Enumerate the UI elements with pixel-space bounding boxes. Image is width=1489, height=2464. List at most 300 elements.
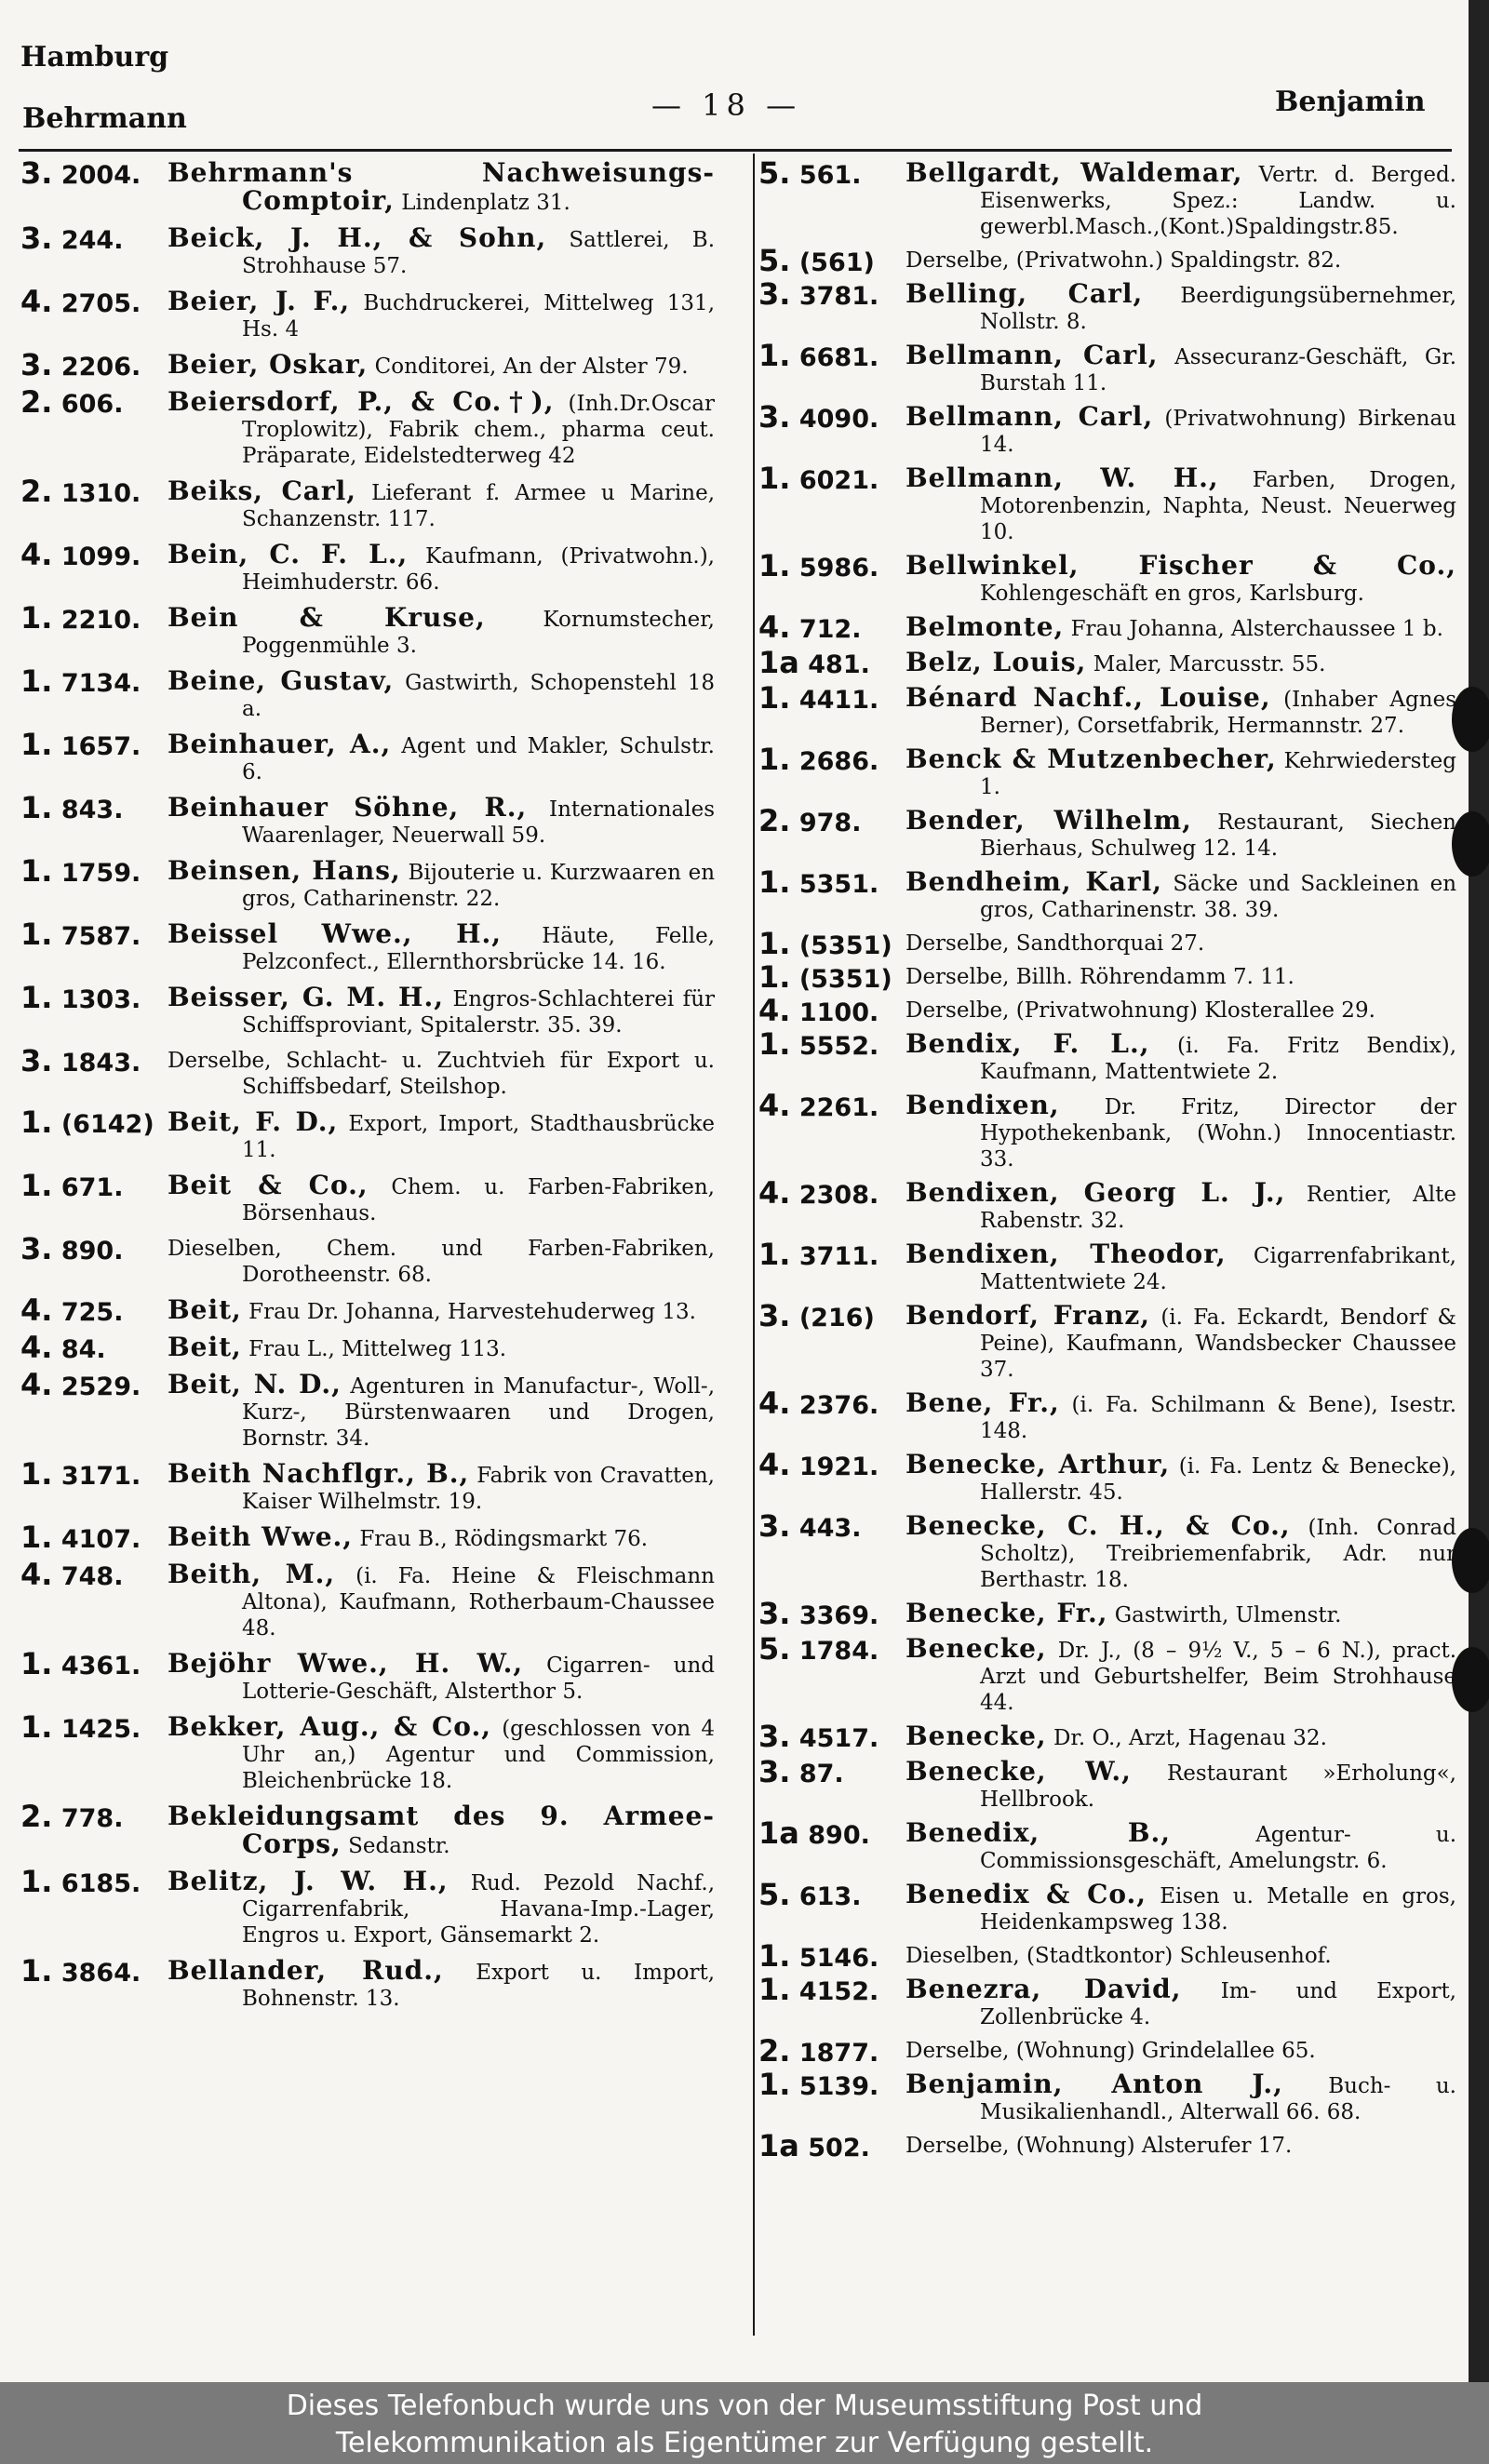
phone-number [758, 1447, 879, 1482]
directory-entry [20, 1557, 715, 1641]
subscriber-name: Beinhauer Söhne, R., [168, 792, 528, 823]
subscriber-name: Benedix & Co., [905, 1879, 1147, 1909]
subscriber-details: (i. Fa. Heine & Fleischmann Altona), Kaufmann, Rotherbaum-Chaussee 48. [242, 1564, 715, 1640]
directory-entry [20, 1168, 715, 1226]
subscriber-name: Benecke, W., [905, 1756, 1132, 1787]
subscriber-name: Beit & Co., [168, 1170, 369, 1200]
subscriber-details: Derselbe, Sandthorquai 27. [905, 931, 1205, 956]
subscriber-details: Bijouterie u. Kurzwaaren en gros, Catharinenstr. 22. [242, 861, 716, 911]
subscriber-name: Bendorf, Franz, [905, 1300, 1151, 1331]
phone-number [758, 1877, 862, 1912]
directory-entry [20, 1456, 715, 1515]
binding-hole [1452, 1528, 1489, 1593]
phone-number [20, 917, 141, 952]
subscriber-details: Säcke und Sackleinen en gros, Catharinenstr. 38. 39. [980, 872, 1457, 922]
subscriber-details: Derselbe, (Privatwohnung) Klosterallee 29. [905, 998, 1375, 1023]
exchange-code: 4. [758, 1175, 791, 1211]
subscriber-name: Beier, Oskar, [168, 349, 369, 380]
line-number: 725. [60, 1298, 124, 1327]
entry-text [20, 1172, 715, 1226]
phone-number [20, 600, 141, 636]
phone-number [20, 221, 124, 256]
phone-number [20, 1456, 141, 1492]
line-number: 2261. [798, 1093, 879, 1122]
exchange-code: 4. [20, 1292, 53, 1328]
subscriber-details: Agenturen in Manufactur-, Woll-, Kurz-, Bürstenwaaren und Drogen, Bornstr. 34. [242, 1374, 716, 1451]
subscriber-details: Conditorei, An der Alster 79. [374, 355, 689, 379]
subscriber-name: Belmonte, [905, 611, 1065, 642]
line-number: 2686. [798, 747, 879, 776]
page-number: — 18 — [651, 87, 802, 123]
phone-number [20, 790, 124, 825]
line-number: 5139. [798, 2072, 879, 2101]
directory-entry [758, 1447, 1456, 1506]
line-number: 502. [808, 2134, 870, 2163]
subscriber-details: Sattlerei, B. Strohhause 57. [242, 228, 715, 278]
subscriber-details: Restaurant, Siechen Bierhaus, Schulweg 12. 14. [980, 810, 1456, 861]
directory-entry [20, 1799, 715, 1859]
phone-number [20, 1646, 141, 1681]
exchange-code: 1. [758, 2067, 791, 2102]
subscriber-details: Restaurant »Erholung«, Hellbrook. [980, 1761, 1456, 1812]
subscriber-name: Bellmann, Carl, [905, 340, 1159, 370]
directory-entry [758, 926, 1456, 961]
exchange-code: 3. [758, 1754, 791, 1789]
subscriber-name: Benecke, [905, 1721, 1047, 1751]
exchange-code: 4. [20, 284, 53, 319]
directory-entry [758, 609, 1456, 645]
subscriber-name: Bender, Wilhelm, [905, 805, 1192, 836]
exchange-code: 3. [758, 1508, 791, 1544]
line-number: 890. [808, 1821, 870, 1850]
exchange-code: 1. [758, 680, 791, 716]
subscriber-details: Derselbe, (Privatwohn.) Spaldingstr. 82. [905, 248, 1342, 273]
exchange-code: 1. [20, 663, 53, 699]
line-number: 1310. [60, 479, 141, 508]
phone-number [758, 1972, 879, 2007]
phone-number [20, 1557, 124, 1592]
subscriber-details: Buchdruckerei, Mittelweg 131, Hs. 4 [242, 291, 716, 341]
exchange-code: 3. [20, 1231, 53, 1266]
subscriber-details: Im- und Export, Zollenbrücke 4. [980, 1979, 1456, 2029]
subscriber-details: (i. Fa. Eckardt, Bendorf & Peine), Kaufmann, Wandsbecker Chaussee 37. [980, 1306, 1456, 1382]
phone-number [758, 2128, 870, 2163]
directory-entry [20, 1520, 715, 1555]
entry-text [758, 157, 1456, 240]
subscriber-details: Häute, Felle, Pelzconfect., Ellernthorsbrücke 14. 16. [242, 924, 716, 974]
exchange-code: 1. [758, 548, 791, 583]
subscriber-details: Frau L., Mittelweg 113. [248, 1337, 507, 1361]
subscriber-name: Benecke, [905, 1633, 1047, 1664]
phone-number [20, 663, 141, 699]
line-number: 1657. [60, 732, 141, 761]
exchange-code: 1. [20, 917, 53, 952]
exchange-code: 1. [20, 1105, 53, 1140]
directory-entry [758, 155, 1456, 240]
exchange-code: 1. [758, 338, 791, 373]
line-number: 3864. [60, 1959, 141, 1988]
subscriber-name: Bene, Fr., [905, 1387, 1060, 1418]
line-number: 2210. [60, 606, 141, 635]
line-number: 4152. [798, 1977, 879, 2006]
directory-entry [758, 1972, 1456, 2030]
phone-number [20, 1330, 106, 1365]
subscriber-name: Bénard Nachf., Louise, [905, 682, 1271, 713]
exchange-code: 3. [758, 1719, 791, 1754]
phone-number [758, 1175, 879, 1211]
entry-text [758, 1881, 1456, 1935]
subscriber-details: Farben, Drogen, Motorenbenzin, Naphta, Neust. Neuerweg 10. [980, 468, 1457, 544]
phone-number [758, 864, 879, 900]
subscriber-details: (i. Fa. Lentz & Benecke), Hallerstr. 45. [980, 1454, 1456, 1505]
phone-number [758, 399, 879, 435]
line-number: 1100. [798, 998, 879, 1027]
directory-entry [20, 853, 716, 912]
directory-entry [20, 1864, 716, 1948]
phone-number [20, 1043, 141, 1078]
phone-number [758, 548, 879, 583]
exchange-code: 1. [758, 864, 791, 900]
exchange-code: 1. [758, 1237, 791, 1272]
line-number: 6185. [60, 1869, 141, 1898]
subscriber-details: Dr. Fritz, Director der Hypothekenbank, (Wohn.) Innocentiastr. 33. [980, 1095, 1456, 1172]
line-number: 5986. [798, 554, 879, 583]
exchange-code: 1. [20, 1168, 53, 1203]
line-number: 1921. [798, 1453, 879, 1481]
exchange-code: 4. [758, 1386, 791, 1421]
line-number: 748. [60, 1562, 124, 1591]
line-number: 671. [60, 1173, 124, 1202]
directory-entry [758, 1719, 1456, 1754]
exchange-code: 5. [758, 1877, 791, 1912]
subscriber-details: Engros-Schlachterei für Schiffsproviant, Spitalerstr. 35. 39. [242, 987, 716, 1038]
exchange-code: 4. [758, 1447, 791, 1482]
subscriber-details: Agentur- u. Commissionsgeschäft, Amelungstr. 6. [980, 1823, 1457, 1873]
phone-number [20, 1953, 141, 1989]
exchange-code: 4. [758, 609, 791, 645]
subscriber-name: Beisser, G. M. H., [168, 982, 444, 1012]
subscriber-details: Rud. Pezold Nachf., Cigarrenfabrik, Havana-Imp.-Lager, Engros u. Export, Gänsemarkt 2. [242, 1871, 716, 1948]
subscriber-name: Benecke, C. H., & Co., [905, 1510, 1291, 1541]
phone-number [758, 243, 875, 278]
exchange-code: 4. [758, 1088, 791, 1123]
phone-number [758, 959, 892, 995]
phone-number [758, 1386, 879, 1421]
exchange-code: 3. [758, 1596, 791, 1631]
directory-entry [758, 1298, 1456, 1383]
subscriber-details: Rentier, Alte Rabenstr. 32. [980, 1183, 1456, 1233]
subscriber-name: Beick, J. H., & Sohn, [168, 222, 547, 253]
subscriber-name: Bendixen, Theodor, [905, 1239, 1227, 1269]
directory-entry [758, 276, 1457, 335]
phone-number [758, 645, 870, 680]
exchange-code: 1. [758, 742, 791, 777]
subscriber-details: Dr. O., Arzt, Hagenau 32. [1053, 1726, 1327, 1750]
entry-text [20, 386, 715, 469]
line-number: 4107. [60, 1525, 141, 1554]
header-last-name: Benjamin [1275, 86, 1426, 118]
phone-number [758, 926, 892, 961]
subscriber-name: Bellwinkel, Fischer & Co., [905, 550, 1456, 581]
directory-entry [20, 790, 716, 849]
directory-entry [758, 1088, 1456, 1172]
line-number: 2705. [60, 289, 141, 318]
phone-number [20, 1367, 141, 1402]
subscriber-name: Beith, M., [168, 1559, 336, 1589]
exchange-code: 3. [758, 276, 791, 312]
subscriber-name: Beith Wwe., [168, 1521, 354, 1552]
exchange-code: 2. [20, 384, 53, 420]
directory-entry [758, 243, 1456, 278]
subscriber-name: Belz, Louis, [905, 647, 1087, 677]
directory-entry [758, 399, 1456, 458]
subscriber-details: Beerdigungsübernehmer, Nollstr. 8. [980, 284, 1457, 334]
line-number: 5351. [798, 870, 879, 899]
directory-entry [758, 2128, 1456, 2163]
exchange-code: 5. [758, 243, 791, 278]
subscriber-name: Belitz, J. W. H., [168, 1866, 449, 1896]
subscriber-details: (Inh.Dr.Oscar Troplowitz), Fabrik chem., pharma ceut. Präparate, Eidelstedterweg 42 [242, 392, 715, 468]
phone-number [758, 1596, 879, 1631]
phone-number [20, 1520, 141, 1555]
directory-entry [20, 384, 715, 469]
exchange-code: 1. [20, 600, 53, 636]
directory-entry [20, 347, 715, 382]
directory-entry [758, 461, 1457, 545]
exchange-code: 1. [20, 790, 53, 825]
line-number: 5552. [798, 1032, 879, 1061]
subscriber-details: Dr. J., (8 – 9½ V., 5 – 6 N.), pract. Arzt und Geburtshelfer, Beim Strohhause 44. [980, 1639, 1457, 1715]
line-number: 7587. [60, 922, 141, 951]
phone-number [758, 1508, 862, 1544]
directory-entry [758, 680, 1456, 739]
exchange-code: 3. [20, 1043, 53, 1078]
directory-entry [20, 537, 715, 596]
subscriber-details: Cigarren- und Lotterie-Geschäft, Alsterthor 5. [242, 1654, 715, 1704]
directory-entry [758, 742, 1456, 800]
binding-hole [1452, 811, 1489, 877]
directory-entry [20, 980, 716, 1038]
subscriber-details: Kohlengeschäft en gros, Karlsburg. [980, 582, 1364, 606]
subscriber-details: Kaufmann, (Privatwohn.), Heimhuderstr. 66. [242, 544, 715, 595]
subscriber-name: Beine, Gustav, [168, 665, 395, 696]
directory-entry [758, 993, 1456, 1028]
subscriber-details: Frau B., Rödingsmarkt 76. [359, 1527, 649, 1551]
subscriber-details: (Inhaber Agnes Berner), Corsetfabrik, Hermannstr. 27. [980, 688, 1456, 738]
line-number: 712. [798, 615, 862, 644]
phone-number [758, 1631, 879, 1667]
subscriber-name: Beit, [168, 1332, 242, 1362]
line-number: 244. [60, 226, 124, 255]
exchange-code: 3. [758, 399, 791, 435]
subscriber-name: Bendheim, Karl, [905, 866, 1163, 897]
column-divider [753, 154, 755, 2336]
directory-entry [758, 1026, 1457, 1085]
exchange-code: 3. [20, 221, 53, 256]
line-number: 87. [798, 1760, 844, 1788]
subscriber-details: Kornumstecher, Poggenmühle 3. [242, 608, 715, 658]
directory-entry [20, 1953, 716, 2012]
line-number: 3781. [798, 282, 879, 311]
phone-number [20, 1799, 124, 1834]
exchange-code: 4. [20, 1330, 53, 1365]
line-number: 3171. [60, 1462, 141, 1491]
directory-entry [758, 1631, 1457, 1716]
line-number: 3711. [798, 1242, 879, 1271]
phone-number [758, 2033, 879, 2069]
line-number: 481. [808, 650, 870, 679]
exchange-code: 3. [758, 1298, 791, 1333]
line-number: 4517. [798, 1724, 879, 1753]
line-number: 1099. [60, 542, 141, 571]
phone-number [20, 1709, 141, 1745]
line-number: 6021. [798, 466, 879, 495]
exchange-code: 2. [758, 803, 791, 838]
directory-entry [758, 1938, 1456, 1974]
line-number: 6681. [798, 343, 879, 372]
subscriber-name: Belling, Carl, [905, 278, 1144, 309]
phone-number [20, 1168, 124, 1203]
phone-number [758, 803, 862, 838]
phone-number [20, 853, 141, 889]
exchange-code: 1a [758, 645, 799, 680]
line-number: 1877. [798, 2039, 879, 2068]
phone-number [20, 1231, 124, 1266]
line-number: 2206. [60, 353, 141, 382]
subscriber-name: Benecke, Fr., [905, 1598, 1108, 1628]
line-number: 778. [60, 1804, 124, 1833]
subscriber-details: Lieferant f. Armee u Marine, Schanzenstr. 117. [242, 481, 716, 531]
directory-entry [20, 600, 715, 659]
subscriber-name: Bejöhr Wwe., H. W., [168, 1648, 524, 1679]
subscriber-name: Beiks, Carl, [168, 475, 357, 506]
footer-line: Telekommunikation als Eigentümer zur Verfügung gestellt. [335, 2427, 1154, 2459]
binding-hole [1452, 1647, 1489, 1712]
phone-number [758, 1298, 875, 1333]
line-number: 4361. [60, 1652, 141, 1681]
subscriber-details: Buch- u. Musikalienhandl., Alterwall 66. 68. [980, 2074, 1456, 2124]
subscriber-name: Bein, C. F. L., [168, 539, 409, 569]
directory-entry [758, 1877, 1456, 1935]
exchange-code: 2. [20, 1799, 53, 1834]
entry-text [20, 1561, 715, 1641]
exchange-code: 4. [20, 1557, 53, 1592]
subscriber-name: Benjamin, Anton J., [905, 2069, 1283, 2099]
subscriber-details: Derselbe, Billh. Röhrendamm 7. 11. [905, 965, 1294, 989]
subscriber-name: Bendixen, [905, 1090, 1060, 1120]
exchange-code: 1. [758, 461, 791, 496]
line-number: 1303. [60, 985, 141, 1014]
phone-number [758, 993, 879, 1028]
line-number: 1425. [60, 1715, 141, 1744]
subscriber-details: Gastwirth, Ulmenstr. [1114, 1603, 1342, 1627]
directory-entry [20, 1709, 715, 1794]
directory-entry [758, 2067, 1456, 2125]
subscriber-name: Beiersdorf, P., & Co.†), [168, 386, 555, 417]
entry-text [20, 1236, 715, 1288]
directory-entry [758, 645, 1456, 680]
line-number: 1843. [60, 1049, 141, 1078]
directory-entry [20, 1231, 715, 1288]
subscriber-details: Cigarrenfabrikant, Mattentwiete 24. [980, 1244, 1456, 1294]
subscriber-name: Beinsen, Hans, [168, 855, 401, 886]
exchange-code: 2. [758, 2033, 791, 2069]
subscriber-details: (i. Fa. Fritz Bendix), Kaufmann, Mattentwiete 2. [980, 1034, 1457, 1084]
subscriber-name: Beit, [168, 1294, 242, 1325]
phone-number [20, 1292, 124, 1328]
phone-number [758, 2067, 879, 2102]
line-number: 2308. [798, 1181, 879, 1210]
subscriber-details: Dieselben, Chem. und Farben-Fabriken, Dorotheenstr. 68. [168, 1237, 715, 1287]
phone-number [758, 1237, 879, 1272]
exchange-code: 3. [20, 155, 53, 191]
phone-number [758, 742, 879, 777]
subscriber-details: Chem. u. Farben-Fabriken, Börsenhaus. [242, 1175, 715, 1225]
subscriber-name: Beit, F. D., [168, 1106, 339, 1137]
exchange-code: 1. [758, 926, 791, 961]
subscriber-name: Benck & Mutzenbecher, [905, 743, 1277, 774]
entry-text [20, 1334, 715, 1362]
exchange-code: 1. [20, 1456, 53, 1492]
entry-text [20, 792, 716, 849]
phone-number [758, 680, 879, 716]
exchange-code: 5. [758, 155, 791, 191]
subscriber-name: Bellgardt, Waldemar, [905, 157, 1243, 188]
subscriber-details: Derselbe, (Wohnung) Grindelallee 65. [905, 2039, 1316, 2063]
line-number: 84. [60, 1335, 106, 1364]
phone-number [758, 276, 879, 312]
phone-number [20, 384, 124, 420]
subscriber-details: Lindenplatz 31. [401, 191, 570, 215]
phone-number [758, 609, 862, 645]
subscriber-details: (geschlossen von 4 Uhr an,) Agentur und Commission, Bleichenbrücke 18. [242, 1717, 715, 1793]
subscriber-name: Bekleidungsamt des 9. Armee-Corps, [168, 1801, 715, 1859]
directory-entry [20, 284, 716, 342]
subscriber-details: Dieselben, (Stadtkontor) Schleusenhof. [905, 1944, 1332, 1968]
line-number: 3369. [798, 1601, 879, 1630]
phone-number [20, 980, 141, 1015]
exchange-code: 1. [20, 853, 53, 889]
phone-number [758, 1026, 879, 1062]
exchange-code: 1. [758, 1026, 791, 1062]
phone-number [758, 155, 862, 191]
entry-text [20, 222, 715, 279]
subscriber-name: Bendixen, Georg L. J., [905, 1177, 1286, 1208]
exchange-code: 3. [20, 347, 53, 382]
line-number: 2529. [60, 1373, 141, 1401]
entry-text [758, 611, 1456, 642]
subscriber-name: Bellmann, W. H., [905, 462, 1219, 493]
exchange-code: 1. [20, 1864, 53, 1899]
subscriber-details: Sedanstr. [348, 1834, 450, 1858]
directory-entry [758, 1175, 1456, 1234]
subscriber-details: Internationales Waarenlager, Neuerwall 59. [242, 797, 716, 848]
exchange-code: 4. [20, 1367, 53, 1402]
directory-entry [20, 1330, 715, 1365]
line-number: 606. [60, 390, 124, 419]
directory-entry [758, 1508, 1456, 1593]
line-number: 4411. [798, 686, 879, 715]
exchange-code: 1a [758, 1815, 799, 1851]
footer-notice [0, 2382, 1489, 2464]
subscriber-name: Benedix, B., [905, 1817, 1172, 1848]
line-number: 890. [60, 1237, 124, 1265]
directory-entry [20, 1367, 716, 1452]
subscriber-details: Eisen u. Metalle en gros, Heidenkampsweg 138. [980, 1884, 1456, 1935]
subscriber-name: Beit, N. D., [168, 1369, 342, 1399]
subscriber-details: Agent und Makler, Schulstr. 6. [242, 734, 715, 784]
subscriber-details: Frau Dr. Johanna, Harvestehuderweg 13. [248, 1300, 696, 1324]
